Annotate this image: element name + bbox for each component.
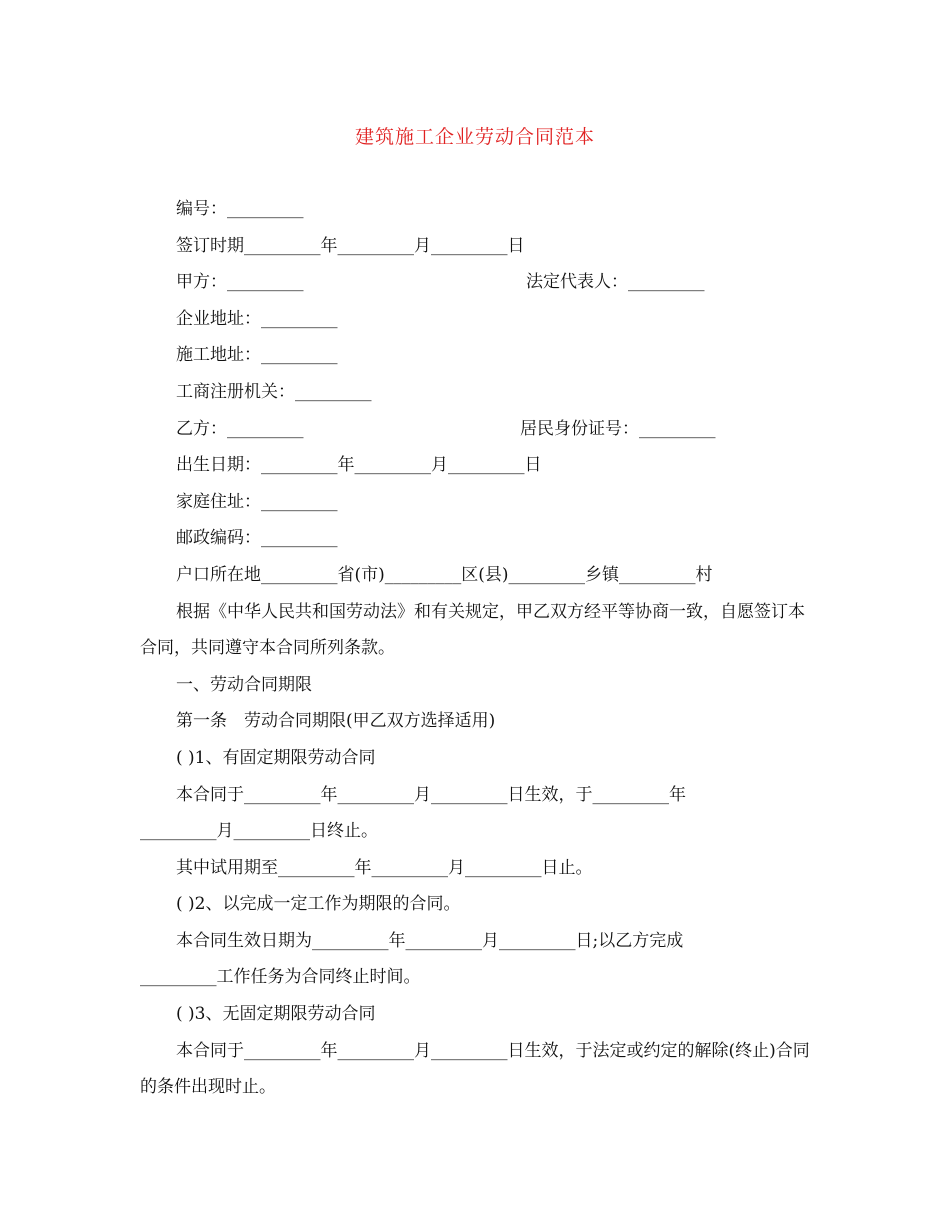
home-address-line: 家庭住址：_________: [176, 491, 338, 512]
document-title: 建筑施工企业劳动合同范本: [354, 126, 595, 148]
article-1-heading: 第一条 劳动合同期限(甲乙双方选择适用): [176, 711, 496, 732]
construction-address-line: 施工地址：_________: [176, 345, 338, 366]
probation-line: 其中试用期至_________年_________月_________日止。: [176, 857, 593, 878]
party-b-line: 乙方：_________: [176, 418, 304, 439]
option-1-line-1: 本合同于_________年_________月_________日生效，于_________年: [176, 784, 686, 805]
option-3-paragraph: 本合同于_________年_________月_________日生效，于法定或约定的解除(终止)合同的条件出现时止。: [140, 1040, 810, 1098]
option-1-line-2: _________月_________日终止。: [140, 821, 378, 842]
postal-code-line: 邮政编码：_________: [176, 528, 338, 549]
party-b-row: [140, 414, 815, 451]
section-1-heading: 一、劳动合同期限: [176, 674, 312, 695]
household-line: 户口所在地_________省(市)_________区(县)_________乡镇_________村: [176, 564, 713, 585]
option-2-heading: ( )2、以完成一定工作为期限的合同。: [176, 894, 461, 915]
contract-number-line: 编号：_________: [176, 199, 304, 219]
id-number-line: 居民身份证号：_________: [520, 418, 716, 439]
party-a-row: [140, 267, 815, 304]
registration-authority-line: 工商注册机关：_________: [176, 381, 372, 402]
option-3-heading: ( )3、无固定期限劳动合同: [176, 1004, 376, 1025]
birth-date-line: 出生日期：_________年_________月_________日: [176, 455, 542, 476]
intro-paragraph: 根据《中华人民共和国劳动法》和有关规定，甲乙双方经平等协商一致，自愿签订本合同，共同遵守本合同所列条款。: [140, 601, 805, 659]
option-2-line-2: _________工作任务为合同终止时间。: [140, 967, 421, 988]
enterprise-address-line: 企业地址：_________: [176, 308, 338, 329]
document-body: [140, 194, 815, 1109]
option-1-heading: ( )1、有固定期限劳动合同: [176, 747, 376, 768]
legal-representative-line: 法定代表人：_________: [526, 272, 705, 293]
party-a-line: 甲方：_________: [176, 272, 304, 293]
option-2-line-1: 本合同生效日期为_________年_________月_________日;以乙方完成: [176, 930, 684, 951]
sign-date-line: 签订时期_________年_________月_________日: [176, 235, 525, 256]
